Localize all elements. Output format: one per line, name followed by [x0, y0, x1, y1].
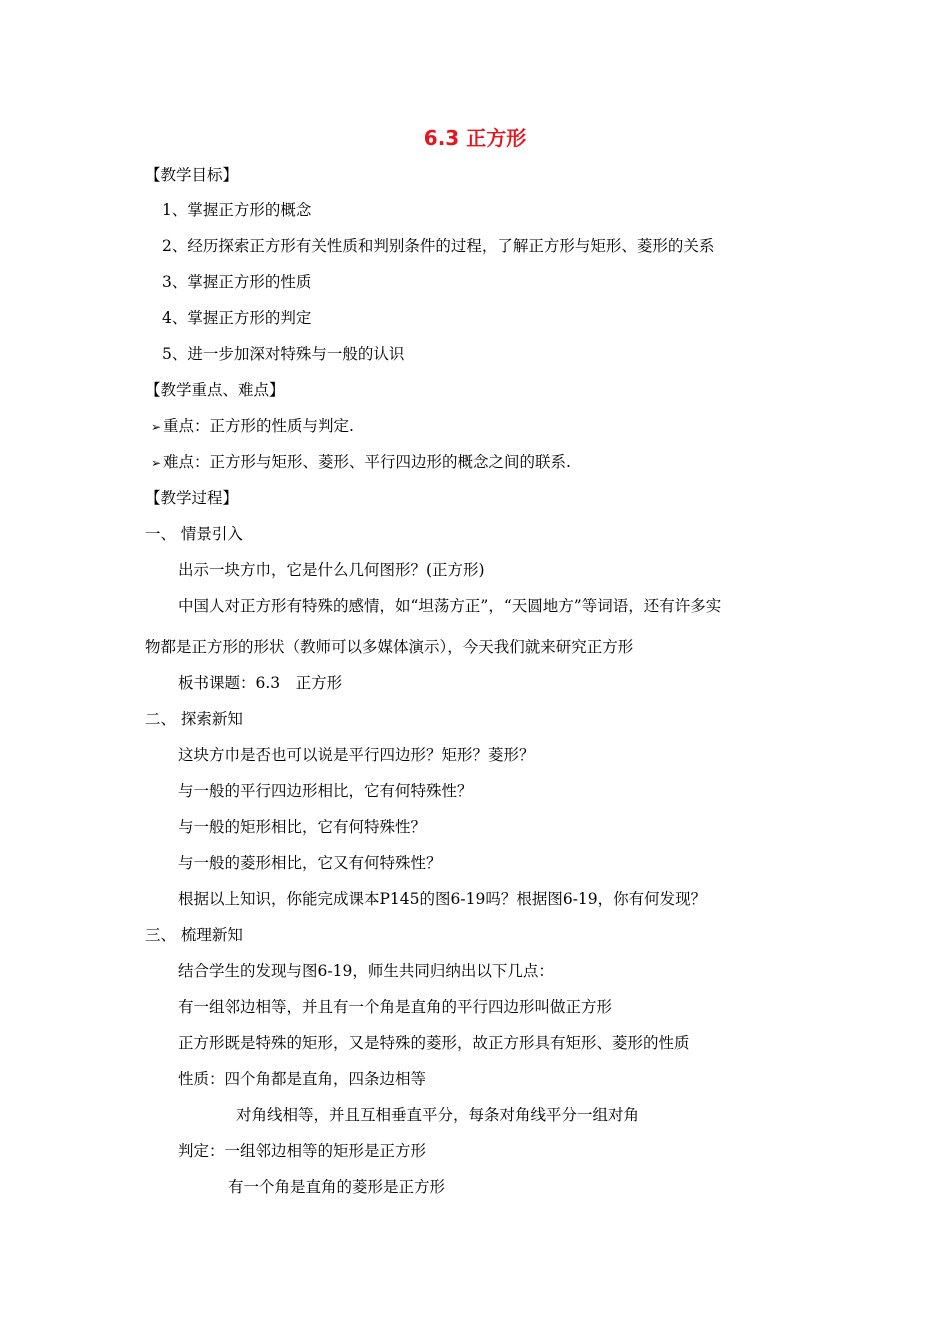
criteria-continued: 有一个角是直角的菱形是正方形 — [228, 1178, 446, 1196]
page-title: 6.3 正方形 — [423, 126, 527, 150]
objective-item: 2、经历探索正方形有关性质和判别条件的过程，了解正方形与矩形、菱形的关系 — [162, 237, 715, 255]
keypoint-text: 重点：正方形的性质与判定. — [163, 417, 354, 435]
keypoint-line — [151, 416, 354, 437]
paragraph: 中国人对正方形有特殊的感情，如“坦荡方正”，“天圆地方”等词语，还有许多实 — [178, 597, 722, 615]
question: 与一般的矩形相比，它有何特殊性？ — [178, 818, 427, 836]
objective-item: 3、掌握正方形的性质 — [162, 273, 312, 291]
arrow-bullet-icon: ➢ — [151, 420, 162, 434]
properties: 性质：四个角都是直角，四条边相等 — [178, 1070, 427, 1088]
objective-item: 1、掌握正方形的概念 — [162, 201, 312, 219]
part3-heading: 三、 梳理新知 — [145, 926, 243, 944]
paragraph: 结合学生的发现与图6-19，师生共同归纳出以下几点： — [178, 962, 554, 980]
objective-item: 5、进一步加深对特殊与一般的认识 — [162, 345, 405, 363]
difficulty-line — [151, 452, 571, 473]
criteria: 判定：一组邻边相等的矩形是正方形 — [178, 1142, 427, 1160]
paragraph: 物都是正方形的形状（教师可以多媒体演示），今天我们就来研究正方形 — [145, 638, 634, 656]
paragraph: 正方形既是特殊的矩形，又是特殊的菱形，故正方形具有矩形、菱形的性质 — [178, 1034, 690, 1052]
definition: 有一组邻边相等，并且有一个角是直角的平行四边形叫做正方形 — [178, 998, 613, 1016]
part2-heading: 二、 探索新知 — [145, 710, 243, 728]
paragraph: 出示一块方巾，它是什么几何图形？(正方形) — [178, 561, 485, 579]
keypoints-header: 【教学重点、难点】 — [145, 381, 285, 399]
question: 根据以上知识，你能完成课本P145的图6-19吗？根据图6-19，你有何发现？ — [178, 890, 707, 908]
difficulty-text: 难点：正方形与矩形、菱形、平行四边形的概念之间的联系. — [163, 453, 571, 471]
part1-heading: 一、 情景引入 — [145, 525, 243, 543]
question: 这块方巾是否也可以说是平行四边形？矩形？菱形？ — [178, 746, 535, 764]
paragraph: 板书课题：6.3 正方形 — [178, 674, 343, 692]
objective-item: 4、掌握正方形的判定 — [162, 309, 312, 327]
objectives-header: 【教学目标】 — [145, 166, 239, 184]
arrow-bullet-icon: ➢ — [151, 456, 162, 470]
question: 与一般的平行四边形相比，它有何特殊性？ — [178, 782, 473, 800]
question: 与一般的菱形相比，它又有何特殊性？ — [178, 854, 442, 872]
properties-continued: 对角线相等，并且互相垂直平分，每条对角线平分一组对角 — [236, 1106, 640, 1124]
process-header: 【教学过程】 — [145, 489, 239, 507]
